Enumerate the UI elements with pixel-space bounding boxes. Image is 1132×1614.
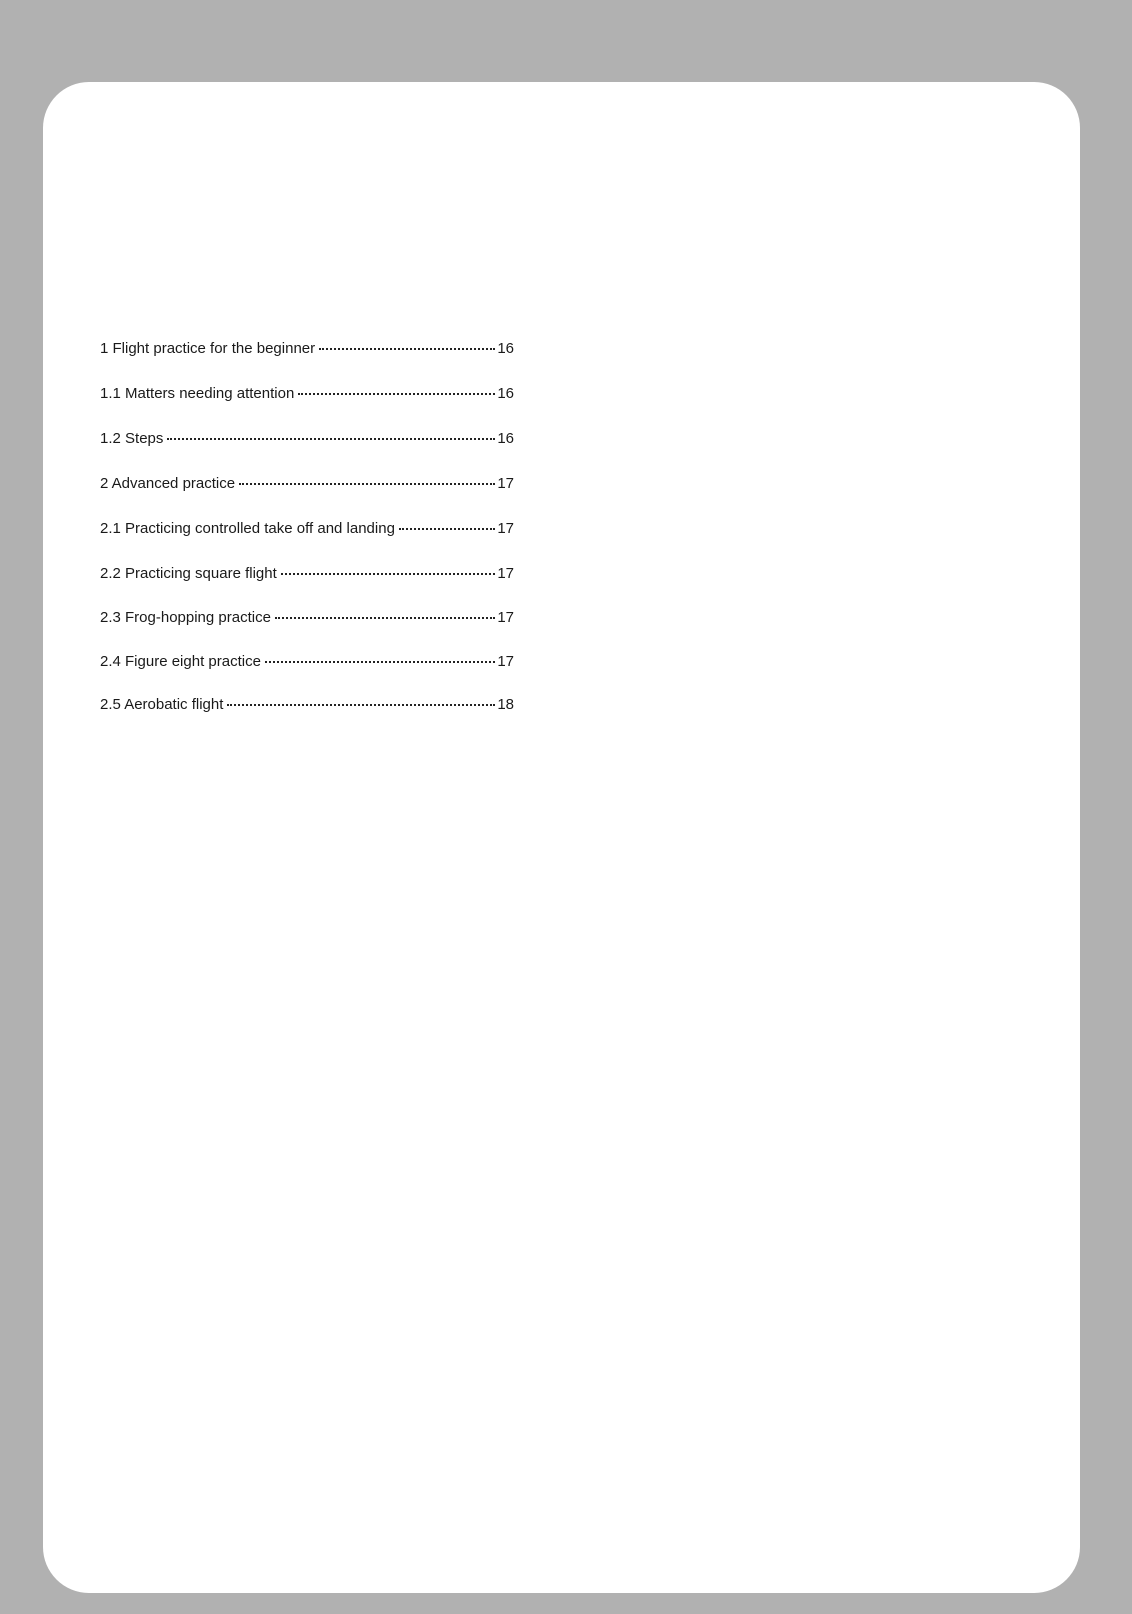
dot-leader bbox=[319, 348, 495, 350]
dot-leader bbox=[275, 617, 495, 619]
dot-leader bbox=[167, 438, 495, 440]
toc-entry-flight-practice-beginner[interactable] bbox=[100, 340, 514, 364]
toc-entry-page-number: 16 bbox=[497, 340, 514, 357]
toc-entry-page-number: 17 bbox=[497, 475, 514, 492]
dot-leader bbox=[399, 528, 495, 530]
toc-entry-page-number: 17 bbox=[497, 609, 514, 626]
toc-entry-label: 2.4 Figure eight practice bbox=[100, 653, 261, 670]
toc-entry-label: 1.1 Matters needing attention bbox=[100, 385, 295, 402]
toc-entry-label: 1.2 Steps bbox=[100, 430, 164, 447]
dot-leader bbox=[265, 661, 495, 663]
dot-leader bbox=[298, 393, 495, 395]
toc-entry-label: 2.3 Frog-hopping practice bbox=[100, 609, 271, 626]
toc-entry-page-number: 18 bbox=[497, 696, 514, 713]
toc-entry-label: 2.5 Aerobatic flight bbox=[100, 696, 224, 713]
document-page bbox=[43, 82, 1080, 1593]
toc-entry-page-number: 17 bbox=[497, 653, 514, 670]
toc-entry-square-flight[interactable] bbox=[100, 565, 514, 589]
toc-entry-figure-eight-practice[interactable] bbox=[100, 653, 514, 677]
dot-leader bbox=[239, 483, 495, 485]
toc-entry-page-number: 16 bbox=[497, 385, 514, 402]
dot-leader bbox=[281, 573, 496, 575]
toc-entry-advanced-practice[interactable] bbox=[100, 475, 514, 499]
toc-entry-page-number: 17 bbox=[497, 565, 514, 582]
toc-entry-label: 2 Advanced practice bbox=[100, 475, 236, 492]
toc-entry-page-number: 17 bbox=[497, 520, 514, 537]
toc-entry-page-number: 16 bbox=[497, 430, 514, 447]
toc-entry-label: 2.2 Practicing square flight bbox=[100, 565, 277, 582]
toc-entry-controlled-take-off-landing[interactable] bbox=[100, 520, 514, 544]
toc-entry-label: 1 Flight practice for the beginner bbox=[100, 340, 316, 357]
toc-entry-aerobatic-flight[interactable] bbox=[100, 696, 514, 720]
dot-leader bbox=[227, 704, 495, 706]
toc-entry-steps[interactable] bbox=[100, 430, 514, 454]
toc-entry-matters-needing-attention[interactable] bbox=[100, 385, 514, 409]
toc-entry-frog-hopping-practice[interactable] bbox=[100, 609, 514, 633]
toc-entry-label: 2.1 Practicing controlled take off and landing bbox=[100, 520, 395, 537]
